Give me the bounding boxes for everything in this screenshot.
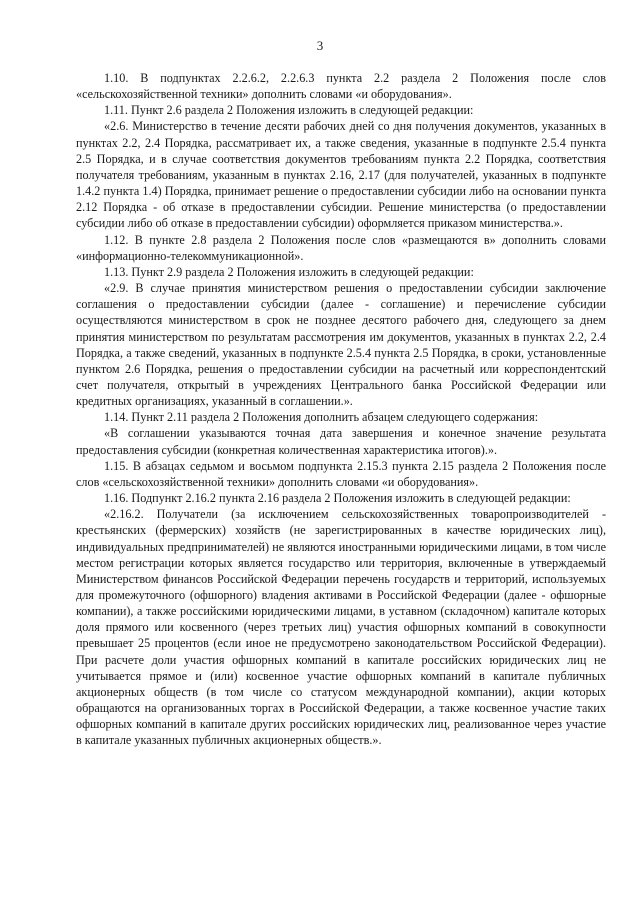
- quoted-clause-2-9: «2.9. В случае принятия министерством решения о предоставлении субсидии заключение соглашения о предоставлении субсидии (далее - соглашение) и перечисление субсидии осуществляются министерством в срок не позднее десятого рабочего дня, следующего за днем принятия министерством по результатам рассмотрения им документов, указанных в пунктах 2.2, 2.4 Порядка, а также сведений, указанных в подпункте 2.5.4 пункта 2.5 Порядка, в сроки, установленные пунктом 2.6 Порядка, решения о предоставлении субсидии на расчетный или корреспондентский счет получателя, открытый в учреждениях Центрального банка Российской Федерации или кредитных организациях, указанный в соглашении.».: [76, 281, 606, 409]
- paragraph-1-13: 1.13. Пункт 2.9 раздела 2 Положения изложить в следующей редакции:: [104, 264, 474, 279]
- quoted-clause-2-11-addition: «В соглашении указываются точная дата завершения и конечное значение результата предоставления субсидии (конкретная количественная характеристика итогов).».: [76, 426, 606, 457]
- quoted-clause-2-6: «2.6. Министерство в течение десяти рабочих дней со дня получения документов, указанных в пунктах 2.2, 2.4 Порядка, рассматривает их, а также сведения, указанные в подпункте 2.5.4 пункта 2.5 Порядка, и в случае соответствия документов требованиям пункта 2.2 Порядка, соответствия получателя требованиям, указанным в пунктах 2.16, 2.17 (для получателей, указанных в подпункте 1.4.2 пункта 1.4) Порядка, принимает решение о предоставлении субсидии либо на основании пункта 2.12 Порядка - об отказе в предоставлении субсидии. Решение министерства (о предоставлении субсидии либо об отказе в предоставлении субсидии) оформляется приказом министерства.».: [76, 119, 606, 231]
- paragraph-1-14: 1.14. Пункт 2.11 раздела 2 Положения дополнить абзацем следующего содержания:: [104, 410, 539, 425]
- document-body: [76, 70, 606, 749]
- paragraph-1-11: 1.11. Пункт 2.6 раздела 2 Положения изложить в следующей редакции:: [104, 103, 474, 118]
- paragraph-1-10: 1.10. В подпунктах 2.2.6.2, 2.2.6.3 пункта 2.2 раздела 2 Положения после слов «сельскохозяйственной техники» дополнить словами «и оборудования».: [76, 71, 606, 102]
- paragraph-1-12: 1.12. В пункте 2.8 раздела 2 Положения после слов «размещаются в» дополнить словами «информационно-телекоммуникационной».: [76, 232, 606, 263]
- quoted-clause-2-16-2: «2.16.2. Получатели (за исключением сельскохозяйственных товаропроизводителей - крестьянских (фермерских) хозяйств (не зарегистрированных в качестве юридических лиц), индивидуальных предпринимателей) не являются иностранными юридическими лицами, в том числе местом регистрации которых является государство или территория, включенные в утверждаемый Министерством финансов Российской Федерации перечень государств и территорий, используемых для промежуточного (офшорного) владения активами в Российской Федерации (далее - офшорные компании), а также российскими юридическими лицами, в уставном (складочном) капитале которых доля прямого или косвенного (через третьих лиц) участия офшорных компаний в совокупности превышает 25 процентов (если иное не предусмотрено законодательством Российской Федерации). При расчете доли участия офшорных компаний в капитале российских юридических лиц не учитывается прямое и (или) косвенное участие офшорных компаний в капитале публичных акционерных обществ (в том числе со статусом международной компании), акции которых обращаются на организованных торгах в Российской Федерации, а также косвенное участие таких офшорных компаний в капитале других российских юридических лиц, реализованное через участие в капитале указанных публичных акционерных обществ.».: [76, 507, 606, 748]
- page-number: 3: [316, 38, 324, 53]
- paragraph-1-15: 1.15. В абзацах седьмом и восьмом подпункта 2.15.3 пункта 2.15 раздела 2 Положения после слов «сельскохозяйственной техники» дополнить словами «и оборудования».: [76, 458, 606, 489]
- paragraph-1-16: 1.16. Подпункт 2.16.2 пункта 2.16 раздела 2 Положения изложить в следующей редакции:: [104, 491, 571, 506]
